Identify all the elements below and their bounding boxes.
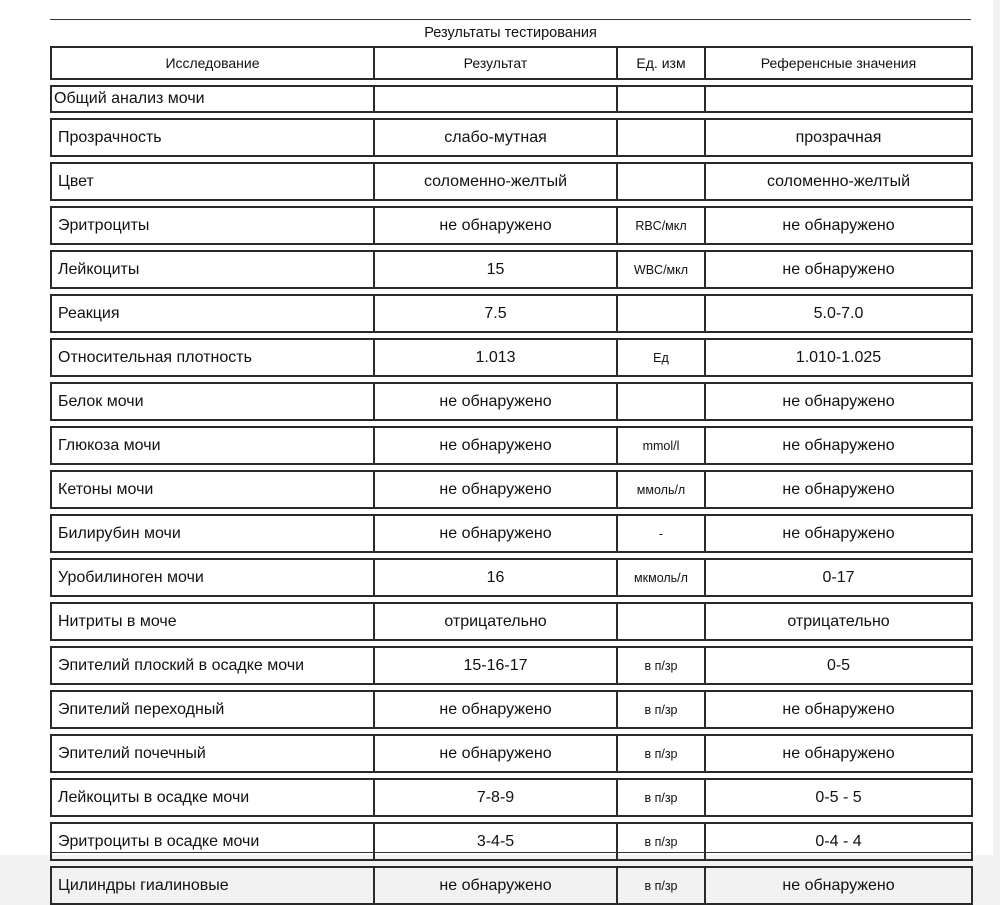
cell-test: Кетоны мочи bbox=[51, 471, 374, 508]
table-row bbox=[51, 691, 972, 728]
cell-test: Лейкоциты в осадке мочи bbox=[51, 779, 374, 816]
cell-result: отрицательно bbox=[374, 603, 617, 640]
cell-unit bbox=[617, 119, 705, 156]
section-reference-cell bbox=[705, 86, 972, 112]
cell-reference: 0-4 - 4 bbox=[705, 823, 972, 860]
cell-reference: 1.010-1.025 bbox=[705, 339, 972, 376]
row-gap bbox=[51, 244, 972, 251]
cell-reference: прозрачная bbox=[705, 119, 972, 156]
section-unit-cell bbox=[617, 86, 705, 112]
cell-reference: не обнаружено bbox=[705, 471, 972, 508]
cell-test: Цвет bbox=[51, 163, 374, 200]
table-row bbox=[51, 339, 972, 376]
cell-unit: в п/зр bbox=[617, 691, 705, 728]
top-rule bbox=[50, 19, 971, 20]
cell-result: 15-16-17 bbox=[374, 647, 617, 684]
cell-result: не обнаружено bbox=[374, 867, 617, 904]
cell-unit: Ед bbox=[617, 339, 705, 376]
cell-unit: в п/зр bbox=[617, 647, 705, 684]
cell-reference: отрицательно bbox=[705, 603, 972, 640]
cell-test: Уробилиноген мочи bbox=[51, 559, 374, 596]
row-gap bbox=[51, 288, 972, 295]
results-table bbox=[50, 46, 973, 905]
section-result-cell bbox=[374, 86, 617, 112]
cell-test: Лейкоциты bbox=[51, 251, 374, 288]
table-row bbox=[51, 427, 972, 464]
cell-result: не обнаружено bbox=[374, 515, 617, 552]
cell-reference: 0-5 - 5 bbox=[705, 779, 972, 816]
cell-unit: ммоль/л bbox=[617, 471, 705, 508]
section-row bbox=[51, 86, 972, 112]
cell-reference: 0-5 bbox=[705, 647, 972, 684]
row-gap bbox=[51, 684, 972, 691]
cell-test: Билирубин мочи bbox=[51, 515, 374, 552]
cell-reference: не обнаружено bbox=[705, 515, 972, 552]
cell-test: Глюкоза мочи bbox=[51, 427, 374, 464]
cell-unit: WBC/мкл bbox=[617, 251, 705, 288]
table-row bbox=[51, 603, 972, 640]
row-gap bbox=[51, 552, 972, 559]
cell-unit: в п/зр bbox=[617, 867, 705, 904]
cell-reference: не обнаружено bbox=[705, 427, 972, 464]
row-gap bbox=[51, 640, 972, 647]
row-gap bbox=[51, 200, 972, 207]
row-gap bbox=[51, 508, 972, 515]
cell-test: Эритроциты в осадке мочи bbox=[51, 823, 374, 860]
cell-reference: не обнаружено bbox=[705, 735, 972, 772]
row-gap bbox=[51, 79, 972, 86]
cell-unit: в п/зр bbox=[617, 823, 705, 860]
cell-unit: в п/зр bbox=[617, 779, 705, 816]
cell-result: не обнаружено bbox=[374, 471, 617, 508]
cell-result: 15 bbox=[374, 251, 617, 288]
cell-unit: - bbox=[617, 515, 705, 552]
table-row bbox=[51, 515, 972, 552]
table-row bbox=[51, 295, 972, 332]
cell-result: слабо-мутная bbox=[374, 119, 617, 156]
cell-reference: не обнаружено bbox=[705, 207, 972, 244]
cell-result: 16 bbox=[374, 559, 617, 596]
cell-result: 1.013 bbox=[374, 339, 617, 376]
table-row bbox=[51, 119, 972, 156]
row-gap bbox=[51, 156, 972, 163]
table-row bbox=[51, 823, 972, 860]
cell-reference: не обнаружено bbox=[705, 691, 972, 728]
table-row bbox=[51, 383, 972, 420]
cell-result: соломенно-желтый bbox=[374, 163, 617, 200]
cell-reference: 5.0-7.0 bbox=[705, 295, 972, 332]
header-row bbox=[51, 47, 972, 79]
table-row bbox=[51, 735, 972, 772]
row-gap bbox=[51, 376, 972, 383]
cell-reference: 0-17 bbox=[705, 559, 972, 596]
row-gap bbox=[51, 816, 972, 823]
header-test: Исследование bbox=[51, 47, 374, 79]
cell-unit bbox=[617, 383, 705, 420]
table-row bbox=[51, 207, 972, 244]
header-result: Результат bbox=[374, 47, 617, 79]
table-row bbox=[51, 163, 972, 200]
header-unit: Ед. изм bbox=[617, 47, 705, 79]
header-reference: Референсные значения bbox=[705, 47, 972, 79]
report-title: Результаты тестирования bbox=[424, 25, 597, 41]
cell-result: не обнаружено bbox=[374, 427, 617, 464]
cell-test: Эпителий плоский в осадке мочи bbox=[51, 647, 374, 684]
row-gap bbox=[51, 596, 972, 603]
cell-unit: mmol/l bbox=[617, 427, 705, 464]
cell-test: Белок мочи bbox=[51, 383, 374, 420]
cell-test: Нитриты в моче bbox=[51, 603, 374, 640]
cell-unit: в п/зр bbox=[617, 735, 705, 772]
table-row bbox=[51, 647, 972, 684]
cell-reference: соломенно-желтый bbox=[705, 163, 972, 200]
cell-result: не обнаружено bbox=[374, 207, 617, 244]
row-gap bbox=[51, 728, 972, 735]
cell-result: не обнаружено bbox=[374, 735, 617, 772]
cell-test: Эпителий почечный bbox=[51, 735, 374, 772]
cell-test: Цилиндры гиалиновые bbox=[51, 867, 374, 904]
cell-reference: не обнаружено bbox=[705, 251, 972, 288]
cell-result: не обнаружено bbox=[374, 383, 617, 420]
row-gap bbox=[51, 860, 972, 867]
cell-test: Относительная плотность bbox=[51, 339, 374, 376]
row-gap bbox=[51, 332, 972, 339]
cell-result: 3-4-5 bbox=[374, 823, 617, 860]
cell-test: Эпителий переходный bbox=[51, 691, 374, 728]
table-row bbox=[51, 559, 972, 596]
row-gap bbox=[51, 772, 972, 779]
cell-reference: не обнаружено bbox=[705, 867, 972, 904]
table-row bbox=[51, 779, 972, 816]
section-title: Общий анализ мочи bbox=[51, 86, 374, 112]
bottom-rule bbox=[50, 852, 971, 853]
cell-unit bbox=[617, 603, 705, 640]
table-row bbox=[51, 867, 972, 904]
table-row bbox=[51, 471, 972, 508]
row-gap bbox=[51, 112, 972, 119]
cell-test: Прозрачность bbox=[51, 119, 374, 156]
cell-unit: RBC/мкл bbox=[617, 207, 705, 244]
cell-result: 7-8-9 bbox=[374, 779, 617, 816]
cell-test: Эритроциты bbox=[51, 207, 374, 244]
cell-unit: мкмоль/л bbox=[617, 559, 705, 596]
cell-unit bbox=[617, 295, 705, 332]
cell-unit bbox=[617, 163, 705, 200]
row-gap bbox=[51, 420, 972, 427]
row-gap bbox=[51, 464, 972, 471]
cell-result: не обнаружено bbox=[374, 691, 617, 728]
table-row bbox=[51, 251, 972, 288]
cell-result: 7.5 bbox=[374, 295, 617, 332]
cell-test: Реакция bbox=[51, 295, 374, 332]
cell-reference: не обнаружено bbox=[705, 383, 972, 420]
